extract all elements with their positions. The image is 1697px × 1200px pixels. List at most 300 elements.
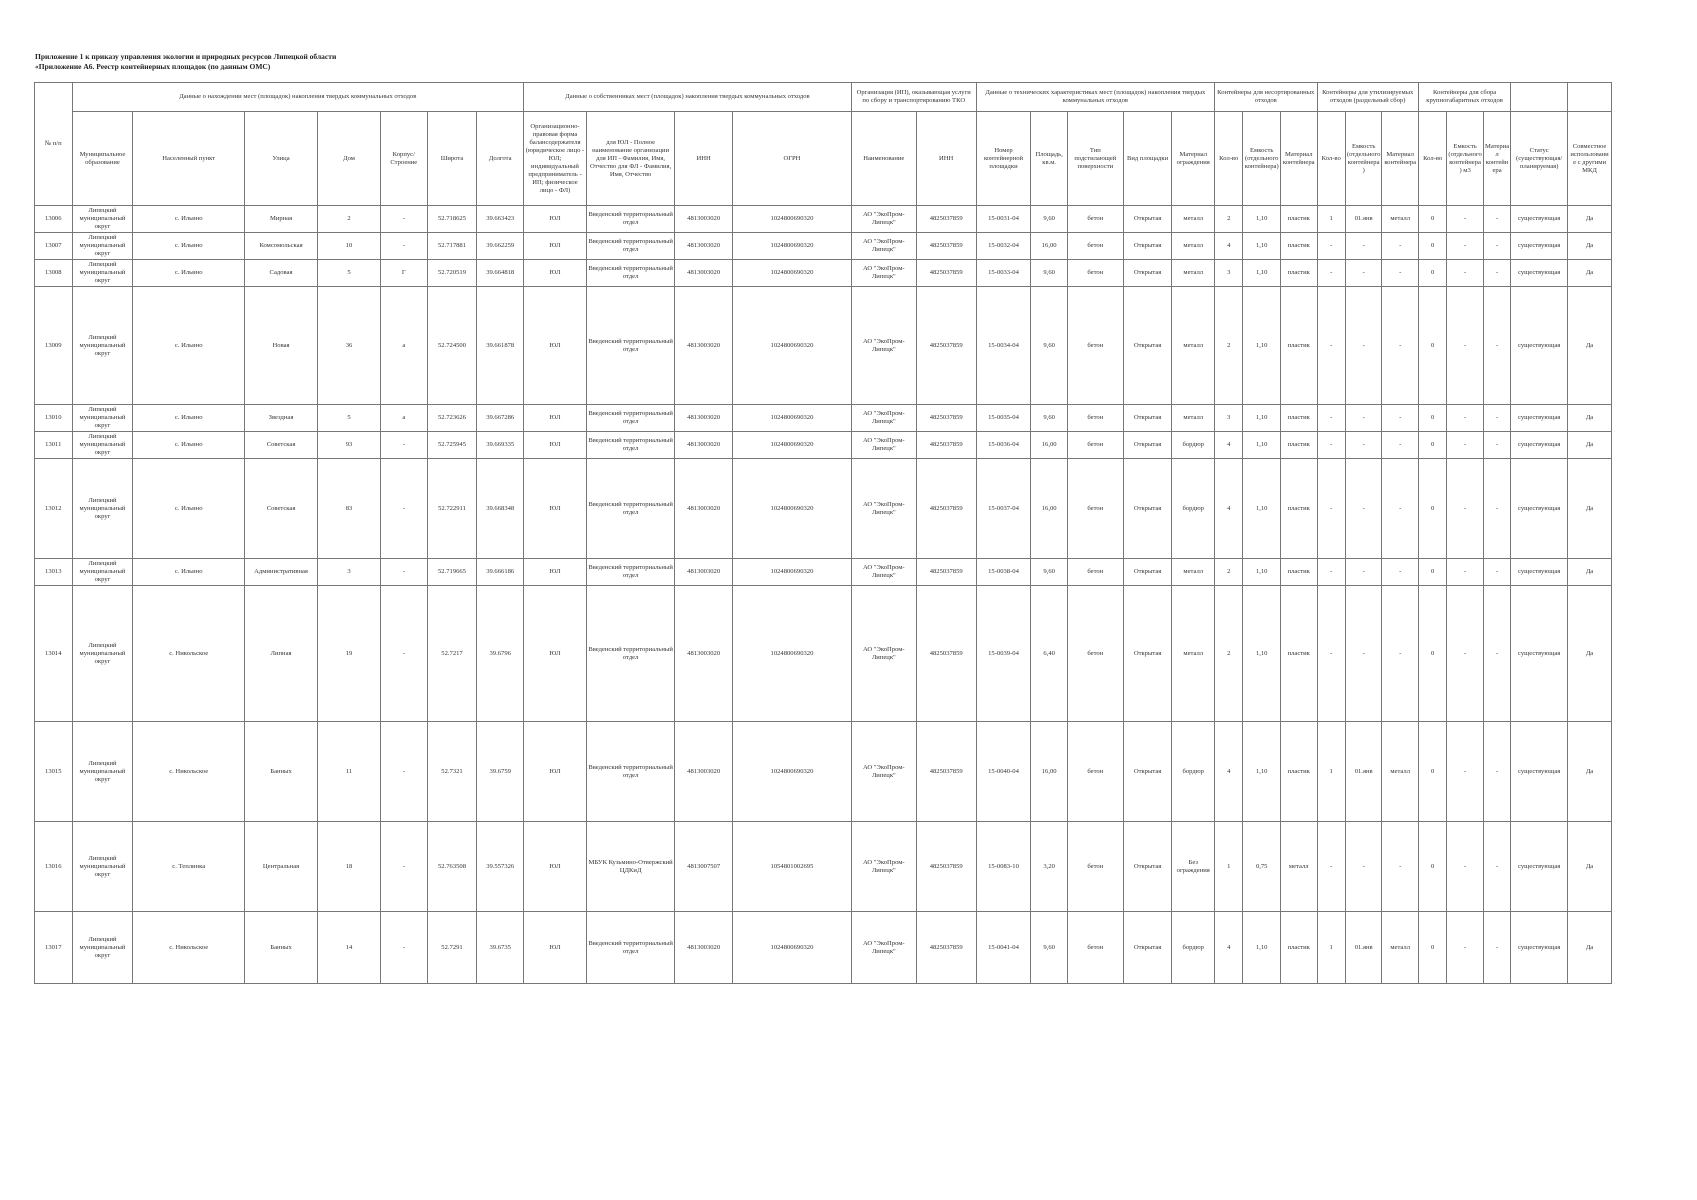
cell-building: - (380, 432, 427, 459)
col-header-street: Улица (245, 112, 318, 206)
cell-ogrn: 1024800690320 (733, 559, 852, 586)
cell-area: 16,00 (1031, 432, 1068, 459)
table-row (35, 260, 1612, 287)
cell-house: 93 (318, 432, 381, 459)
cell-municipality: Липецкий муниципальный округ (72, 287, 133, 405)
cell-recyclable-material: металл (1382, 722, 1419, 822)
cell-unsorted-qty: 2 (1215, 559, 1243, 586)
cell-municipality: Липецкий муниципальный округ (72, 233, 133, 260)
cell-unsorted-capacity: 1,10 (1243, 912, 1281, 984)
cell-status: существующая (1511, 260, 1568, 287)
cell-recyclable-capacity: - (1345, 822, 1382, 912)
cell-unsorted-capacity: 1,10 (1243, 559, 1281, 586)
cell-org-inn: 4825037859 (916, 722, 976, 822)
cell-recyclable-material: - (1382, 459, 1419, 559)
cell-recyclable-qty: - (1317, 559, 1345, 586)
cell-unsorted-capacity: 1,10 (1243, 233, 1281, 260)
cell-recyclable-material: - (1382, 405, 1419, 432)
cell-municipality: Липецкий муниципальный округ (72, 559, 133, 586)
header-column-row (35, 112, 1612, 206)
cell-unsorted-qty: 4 (1215, 233, 1243, 260)
cell-area: 9,60 (1031, 559, 1068, 586)
cell-lat: 52.717881 (427, 233, 477, 260)
cell-unsorted-capacity: 1,10 (1243, 206, 1281, 233)
cell-lon: 39.668348 (477, 459, 524, 559)
cell-shared: Да (1568, 459, 1612, 559)
group-header-owners: Данные о собственниках мест (площадок) накопления твердых коммунальных отходов (524, 83, 852, 112)
cell-inn: 4813003020 (675, 432, 733, 459)
cell-unsorted-capacity: 1,10 (1243, 722, 1281, 822)
cell-org-inn: 4825037859 (916, 233, 976, 260)
cell-status: существующая (1511, 405, 1568, 432)
cell-unsorted-material: пластик (1280, 260, 1317, 287)
group-header-recyclable: Контейнеры для утилизируемых отходов (раздельный сбор) (1317, 83, 1418, 112)
cell-org-inn: 4825037859 (916, 287, 976, 405)
cell-unsorted-material: пластик (1280, 912, 1317, 984)
cell-org-name: АО "ЭкоПром-Липецк" (851, 459, 916, 559)
cell-site-type: Открытая (1123, 405, 1172, 432)
cell-recyclable-capacity: 01.янв (1345, 912, 1382, 984)
cell-site-no: 15-0038-04 (976, 559, 1031, 586)
cell-no: 13015 (35, 722, 73, 822)
cell-owner-name: Введенский территориальный отдел (586, 722, 674, 822)
cell-surface: бетон (1067, 586, 1123, 722)
cell-unsorted-capacity: 1,10 (1243, 459, 1281, 559)
cell-legal-form: ЮЛ (524, 559, 587, 586)
cell-bulky-qty: 0 (1418, 722, 1446, 822)
cell-shared: Да (1568, 287, 1612, 405)
cell-surface: бетон (1067, 459, 1123, 559)
cell-lat: 52.7321 (427, 722, 477, 822)
cell-legal-form: ЮЛ (524, 260, 587, 287)
cell-bulky-qty: 0 (1418, 912, 1446, 984)
col-header-unsorted-qty: Кол-во (1215, 112, 1243, 206)
cell-bulky-capacity: - (1447, 260, 1484, 287)
col-header-ogrn: ОГРН (733, 112, 852, 206)
cell-recyclable-qty: 1 (1317, 912, 1345, 984)
cell-unsorted-qty: 4 (1215, 722, 1243, 822)
cell-org-inn: 4825037859 (916, 586, 976, 722)
cell-area: 16,00 (1031, 722, 1068, 822)
cell-street: Советская (245, 459, 318, 559)
cell-bulky-material: - (1483, 287, 1510, 405)
cell-site-no: 15-0040-04 (976, 722, 1031, 822)
cell-inn: 4813003020 (675, 260, 733, 287)
cell-house: 3 (318, 559, 381, 586)
cell-surface: бетон (1067, 206, 1123, 233)
cell-site-no: 15-0034-04 (976, 287, 1031, 405)
cell-lon: 39.663423 (477, 206, 524, 233)
cell-lon: 39.6759 (477, 722, 524, 822)
cell-surface: бетон (1067, 432, 1123, 459)
cell-ogrn: 1024800690320 (733, 287, 852, 405)
col-header-building: Корпус/Строение (380, 112, 427, 206)
cell-legal-form: ЮЛ (524, 405, 587, 432)
cell-lat: 52.719665 (427, 559, 477, 586)
cell-house: 10 (318, 233, 381, 260)
cell-lon: 39.661878 (477, 287, 524, 405)
col-header-site-no: Номер контейнерной площадки (976, 112, 1031, 206)
cell-ogrn: 1024800690320 (733, 432, 852, 459)
table-row (35, 912, 1612, 984)
cell-fence: металл (1172, 405, 1215, 432)
cell-owner-name: Введенский территориальный отдел (586, 459, 674, 559)
cell-bulky-material: - (1483, 822, 1510, 912)
cell-municipality: Липецкий муниципальный округ (72, 586, 133, 722)
cell-unsorted-qty: 2 (1215, 287, 1243, 405)
cell-locality: с. Ильино (133, 432, 245, 459)
cell-no: 13006 (35, 206, 73, 233)
cell-status: существующая (1511, 233, 1568, 260)
cell-inn: 4813003020 (675, 586, 733, 722)
cell-fence: бордюр (1172, 432, 1215, 459)
col-header-lat: Широта (427, 112, 477, 206)
cell-org-name: АО "ЭкоПром-Липецк" (851, 287, 916, 405)
cell-no: 13017 (35, 912, 73, 984)
cell-ogrn: 1024800690320 (733, 405, 852, 432)
table-row (35, 559, 1612, 586)
cell-no: 13008 (35, 260, 73, 287)
cell-shared: Да (1568, 233, 1612, 260)
cell-recyclable-capacity: - (1345, 260, 1382, 287)
cell-no: 13011 (35, 432, 73, 459)
cell-fence: Без ограждения (1172, 822, 1215, 912)
cell-shared: Да (1568, 722, 1612, 822)
cell-ogrn: 1024800690320 (733, 206, 852, 233)
cell-lat: 52.7217 (427, 586, 477, 722)
cell-municipality: Липецкий муниципальный округ (72, 722, 133, 822)
cell-site-type: Открытая (1123, 287, 1172, 405)
cell-site-type: Открытая (1123, 260, 1172, 287)
cell-street: Садовая (245, 260, 318, 287)
cell-bulky-material: - (1483, 559, 1510, 586)
cell-surface: бетон (1067, 559, 1123, 586)
cell-unsorted-capacity: 1,10 (1243, 586, 1281, 722)
cell-surface: бетон (1067, 405, 1123, 432)
cell-municipality: Липецкий муниципальный округ (72, 459, 133, 559)
cell-owner-name: Введенский территориальный отдел (586, 260, 674, 287)
cell-surface: бетон (1067, 287, 1123, 405)
cell-inn: 4813003020 (675, 233, 733, 260)
cell-site-no: 15-0032-04 (976, 233, 1031, 260)
cell-lon: 39.669335 (477, 432, 524, 459)
group-header-bulky: Контейнеры для сбора крупногабаритных отходов (1418, 83, 1510, 112)
col-header-org-inn: ИНН (916, 112, 976, 206)
cell-ogrn: 1024800690320 (733, 912, 852, 984)
cell-house: 83 (318, 459, 381, 559)
col-header-owner-name: для ЮЛ - Полное наименование организации для ИП - Фамилия, Имя, Отчество для ФЛ - Фамилия, Имя, Отчество (586, 112, 674, 206)
cell-site-no: 15-0033-04 (976, 260, 1031, 287)
cell-lon: 39.6796 (477, 586, 524, 722)
cell-bulky-material: - (1483, 912, 1510, 984)
cell-inn: 4813003020 (675, 722, 733, 822)
cell-recyclable-capacity: - (1345, 233, 1382, 260)
cell-inn: 4813003020 (675, 206, 733, 233)
cell-status: существующая (1511, 432, 1568, 459)
col-header-no: № п/п (35, 83, 73, 206)
cell-locality: с. Ильино (133, 459, 245, 559)
cell-no: 13009 (35, 287, 73, 405)
cell-unsorted-material: пластик (1280, 405, 1317, 432)
cell-municipality: Липецкий муниципальный округ (72, 260, 133, 287)
cell-fence: металл (1172, 233, 1215, 260)
cell-unsorted-qty: 4 (1215, 912, 1243, 984)
cell-unsorted-material: пластик (1280, 722, 1317, 822)
cell-surface: бетон (1067, 260, 1123, 287)
cell-bulky-capacity: - (1447, 233, 1484, 260)
cell-street: Звездная (245, 405, 318, 432)
col-header-locality: Населенный пункт (133, 112, 245, 206)
cell-fence: металл (1172, 287, 1215, 405)
cell-lon: 39.557326 (477, 822, 524, 912)
cell-unsorted-qty: 3 (1215, 405, 1243, 432)
cell-bulky-material: - (1483, 405, 1510, 432)
cell-recyclable-capacity: 01.янв (1345, 206, 1382, 233)
cell-area: 9,60 (1031, 260, 1068, 287)
cell-area: 6,40 (1031, 586, 1068, 722)
cell-site-type: Открытая (1123, 912, 1172, 984)
cell-org-name: АО "ЭкоПром-Липецк" (851, 822, 916, 912)
cell-lat: 52.720519 (427, 260, 477, 287)
cell-recyclable-capacity: - (1345, 405, 1382, 432)
table-row (35, 405, 1612, 432)
cell-unsorted-capacity: 1,10 (1243, 260, 1281, 287)
cell-recyclable-material: - (1382, 432, 1419, 459)
cell-municipality: Липецкий муниципальный округ (72, 822, 133, 912)
cell-house: 2 (318, 206, 381, 233)
cell-unsorted-material: металл (1280, 822, 1317, 912)
cell-building: - (380, 459, 427, 559)
cell-house: 14 (318, 912, 381, 984)
cell-legal-form: ЮЛ (524, 586, 587, 722)
group-header-location: Данные о нахождении мест (площадок) накопления твердых коммунальных отходов (72, 83, 524, 112)
cell-site-no: 15-0083-10 (976, 822, 1031, 912)
cell-area: 9,60 (1031, 287, 1068, 405)
cell-fence: металл (1172, 559, 1215, 586)
cell-inn: 4813003020 (675, 459, 733, 559)
cell-recyclable-qty: - (1317, 287, 1345, 405)
cell-no: 13016 (35, 822, 73, 912)
cell-bulky-qty: 0 (1418, 459, 1446, 559)
cell-legal-form: ЮЛ (524, 206, 587, 233)
col-header-shared: Совместное использование с другими МКД (1568, 112, 1612, 206)
cell-fence: бордюр (1172, 459, 1215, 559)
cell-owner-name: МБУК Кузьмино-Отвержский ЦДКиД (586, 822, 674, 912)
cell-house: 36 (318, 287, 381, 405)
group-header-tech: Данные о технических характеристиках мест (площадок) накопления твердых коммунальных отходов (976, 83, 1214, 112)
cell-unsorted-capacity: 0,75 (1243, 822, 1281, 912)
cell-inn: 4813003020 (675, 912, 733, 984)
cell-shared: Да (1568, 206, 1612, 233)
cell-house: 5 (318, 260, 381, 287)
cell-recyclable-material: - (1382, 287, 1419, 405)
header-line-2: «Приложение А6. Реестр контейнерных площадок (по данным ОМС) (35, 62, 271, 71)
cell-unsorted-qty: 4 (1215, 432, 1243, 459)
cell-unsorted-material: пластик (1280, 233, 1317, 260)
cell-building: - (380, 559, 427, 586)
cell-bulky-capacity: - (1447, 722, 1484, 822)
cell-fence: металл (1172, 260, 1215, 287)
cell-lon: 39.667286 (477, 405, 524, 432)
cell-building: - (380, 586, 427, 722)
cell-org-name: АО "ЭкоПром-Липецк" (851, 586, 916, 722)
cell-org-inn: 4825037859 (916, 459, 976, 559)
cell-building: - (380, 722, 427, 822)
cell-shared: Да (1568, 405, 1612, 432)
cell-unsorted-material: пластик (1280, 586, 1317, 722)
cell-recyclable-qty: - (1317, 586, 1345, 722)
cell-bulky-capacity: - (1447, 559, 1484, 586)
cell-bulky-capacity: - (1447, 459, 1484, 559)
cell-locality: с. Ильино (133, 287, 245, 405)
cell-recyclable-material: - (1382, 559, 1419, 586)
cell-bulky-capacity: - (1447, 586, 1484, 722)
cell-lat: 52.723626 (427, 405, 477, 432)
cell-ogrn: 1024800690320 (733, 459, 852, 559)
cell-bulky-qty: 0 (1418, 206, 1446, 233)
cell-locality: с. Ильино (133, 233, 245, 260)
col-header-unsorted-capacity: Емкость (отдельного контейнера) (1243, 112, 1281, 206)
cell-locality: с. Ильино (133, 206, 245, 233)
cell-inn: 4813003020 (675, 405, 733, 432)
cell-municipality: Липецкий муниципальный округ (72, 432, 133, 459)
cell-house: 5 (318, 405, 381, 432)
cell-building: а (380, 405, 427, 432)
cell-unsorted-qty: 4 (1215, 459, 1243, 559)
cell-bulky-material: - (1483, 206, 1510, 233)
cell-org-name: АО "ЭкоПром-Липецк" (851, 206, 916, 233)
cell-lat: 52.763508 (427, 822, 477, 912)
cell-legal-form: ЮЛ (524, 459, 587, 559)
cell-site-no: 15-0035-04 (976, 405, 1031, 432)
cell-owner-name: Введенский территориальный отдел (586, 287, 674, 405)
cell-fence: бордюр (1172, 912, 1215, 984)
cell-legal-form: ЮЛ (524, 912, 587, 984)
cell-status: существующая (1511, 912, 1568, 984)
cell-site-no: 15-0039-04 (976, 586, 1031, 722)
cell-recyclable-material: металл (1382, 912, 1419, 984)
cell-org-name: АО "ЭкоПром-Липецк" (851, 405, 916, 432)
col-header-unsorted-material: Материал контейнера (1280, 112, 1317, 206)
cell-unsorted-qty: 2 (1215, 206, 1243, 233)
col-header-municipality: Муниципальное образование (72, 112, 133, 206)
cell-locality: с. Теплинка (133, 822, 245, 912)
cell-unsorted-material: пластик (1280, 287, 1317, 405)
cell-locality: с. Ильино (133, 559, 245, 586)
group-header-empty (1511, 83, 1568, 112)
cell-bulky-qty: 0 (1418, 586, 1446, 722)
cell-ogrn: 1054801002695 (733, 822, 852, 912)
cell-bulky-material: - (1483, 432, 1510, 459)
cell-house: 11 (318, 722, 381, 822)
cell-lat: 52.718625 (427, 206, 477, 233)
col-header-legal-form: Организационно-правовая форма балансодержателя (юридическое лицо - ЮЛ; индивидуальный предприниматель - ИП; физическое лицо - ФЛ) (524, 112, 587, 206)
cell-org-name: АО "ЭкоПром-Липецк" (851, 912, 916, 984)
cell-org-inn: 4825037859 (916, 206, 976, 233)
cell-shared: Да (1568, 912, 1612, 984)
cell-unsorted-material: пластик (1280, 206, 1317, 233)
cell-bulky-capacity: - (1447, 287, 1484, 405)
cell-owner-name: Введенский территориальный отдел (586, 912, 674, 984)
cell-owner-name: Введенский территориальный отдел (586, 559, 674, 586)
col-header-fence: Материал ограждения (1172, 112, 1215, 206)
cell-no: 13014 (35, 586, 73, 722)
cell-recyclable-qty: - (1317, 822, 1345, 912)
registry-table (34, 82, 1612, 984)
cell-surface: бетон (1067, 822, 1123, 912)
cell-site-no: 15-0037-04 (976, 459, 1031, 559)
cell-unsorted-qty: 3 (1215, 260, 1243, 287)
cell-house: 19 (318, 586, 381, 722)
cell-lat: 52.7291 (427, 912, 477, 984)
cell-building: - (380, 233, 427, 260)
cell-area: 9,60 (1031, 206, 1068, 233)
cell-status: существующая (1511, 822, 1568, 912)
cell-site-type: Открытая (1123, 459, 1172, 559)
cell-municipality: Липецкий муниципальный округ (72, 912, 133, 984)
cell-org-inn: 4825037859 (916, 822, 976, 912)
cell-recyclable-qty: - (1317, 233, 1345, 260)
cell-recyclable-capacity: - (1345, 432, 1382, 459)
cell-shared: Да (1568, 559, 1612, 586)
cell-shared: Да (1568, 822, 1612, 912)
col-header-recyclable-capacity: Емкость (отдельного контейнера) (1345, 112, 1382, 206)
cell-fence: металл (1172, 586, 1215, 722)
cell-inn: 4813003020 (675, 559, 733, 586)
cell-ogrn: 1024800690320 (733, 260, 852, 287)
cell-site-no: 15-0036-04 (976, 432, 1031, 459)
cell-status: существующая (1511, 722, 1568, 822)
col-header-inn: ИНН (675, 112, 733, 206)
cell-street: Мирная (245, 206, 318, 233)
col-header-surface: Тип подстилающей поверхности (1067, 112, 1123, 206)
cell-ogrn: 1024800690320 (733, 586, 852, 722)
cell-surface: бетон (1067, 722, 1123, 822)
cell-street: Банных (245, 912, 318, 984)
cell-recyclable-qty: 1 (1317, 722, 1345, 822)
cell-shared: Да (1568, 586, 1612, 722)
col-header-bulky-capacity: Емкость (отдельного контейнера) м3 (1447, 112, 1484, 206)
cell-building: - (380, 912, 427, 984)
cell-unsorted-capacity: 1,10 (1243, 287, 1281, 405)
cell-status: существующая (1511, 459, 1568, 559)
cell-lon: 39.664818 (477, 260, 524, 287)
cell-recyclable-capacity: - (1345, 287, 1382, 405)
cell-inn: 4813007507 (675, 822, 733, 912)
cell-site-no: 15-0031-04 (976, 206, 1031, 233)
group-header-unsorted: Контейнеры для несортированных отходов (1215, 83, 1317, 112)
cell-bulky-capacity: - (1447, 405, 1484, 432)
cell-bulky-material: - (1483, 586, 1510, 722)
col-header-recyclable-qty: Кол-во (1317, 112, 1345, 206)
cell-owner-name: Введенский территориальный отдел (586, 233, 674, 260)
cell-building: а (380, 287, 427, 405)
cell-area: 16,00 (1031, 459, 1068, 559)
cell-street: Банных (245, 722, 318, 822)
cell-legal-form: ЮЛ (524, 233, 587, 260)
cell-recyclable-qty: 1 (1317, 206, 1345, 233)
cell-site-type: Открытая (1123, 233, 1172, 260)
cell-org-inn: 4825037859 (916, 432, 976, 459)
cell-street: Комсомольская (245, 233, 318, 260)
cell-recyclable-capacity: - (1345, 459, 1382, 559)
col-header-bulky-material: Материал контейнера (1483, 112, 1510, 206)
cell-site-type: Открытая (1123, 559, 1172, 586)
cell-unsorted-material: пластик (1280, 459, 1317, 559)
cell-status: существующая (1511, 206, 1568, 233)
cell-lon: 39.662259 (477, 233, 524, 260)
cell-bulky-qty: 0 (1418, 559, 1446, 586)
